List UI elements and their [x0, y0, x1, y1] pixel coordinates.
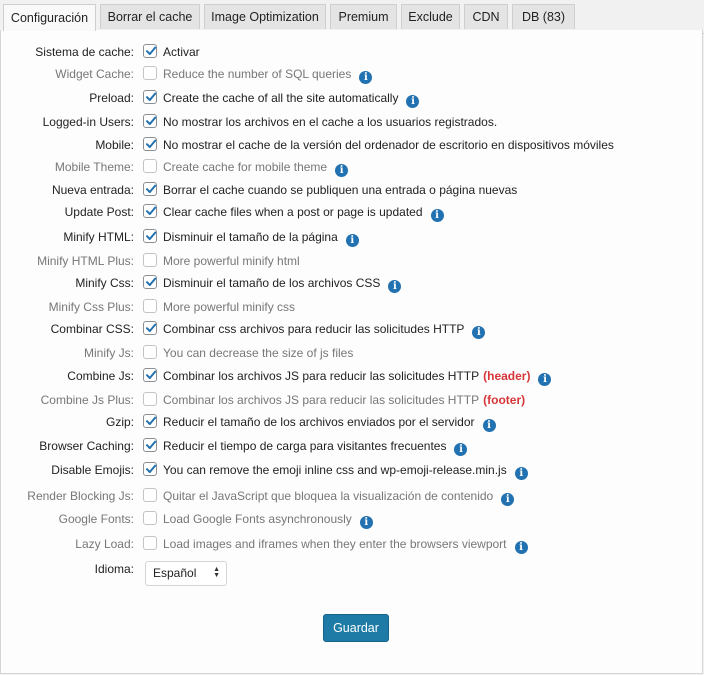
setting-row: [0, 134, 704, 156]
info-icon[interactable]: i: [472, 326, 485, 339]
tab-exclude[interactable]: [401, 4, 460, 29]
info-icon[interactable]: i: [501, 493, 514, 506]
checkmark-icon: [145, 230, 157, 242]
tab-cdn[interactable]: [464, 4, 508, 29]
setting-checkbox[interactable]: [143, 114, 157, 128]
tab-image-optimization[interactable]: [204, 4, 326, 29]
checkmark-icon: [145, 415, 157, 427]
checkmark-icon: [145, 276, 157, 288]
setting-label: Minify HTML Plus:: [37, 254, 134, 268]
setting-description: [163, 250, 300, 272]
setting-checkbox[interactable]: [143, 182, 157, 196]
setting-checkbox[interactable]: [143, 536, 157, 550]
checkmark-icon: [145, 115, 157, 127]
setting-description: [163, 435, 467, 457]
setting-description-text: Disminuir el tamaño de los archivos CSS: [163, 276, 381, 290]
setting-checkbox[interactable]: [143, 368, 157, 382]
checkmark-icon: [145, 45, 157, 57]
tab-configuracion[interactable]: [3, 4, 96, 31]
setting-checkbox[interactable]: [143, 511, 157, 525]
setting-checkbox[interactable]: [143, 462, 157, 476]
tab-db[interactable]: [512, 4, 575, 29]
setting-row: [0, 226, 704, 248]
setting-description-text: Disminuir el tamaño de la página: [163, 230, 338, 244]
info-icon[interactable]: i: [335, 164, 348, 177]
setting-label: Google Fonts:: [58, 512, 134, 526]
setting-description: [163, 156, 348, 178]
setting-checkbox[interactable]: [143, 90, 157, 104]
setting-label: Lazy Load:: [75, 537, 134, 551]
setting-description: [163, 508, 373, 530]
setting-checkbox[interactable]: [143, 253, 157, 267]
language-value: Español: [153, 566, 197, 580]
setting-checkbox[interactable]: [143, 66, 157, 80]
setting-row: [0, 435, 704, 457]
setting-tag: (header): [483, 369, 531, 383]
setting-description-text: Reduce the number of SQL queries: [163, 67, 352, 81]
setting-checkbox[interactable]: [143, 414, 157, 428]
setting-description: [163, 201, 444, 223]
tab-label: Configuración: [10, 11, 89, 25]
setting-description: [163, 63, 372, 85]
setting-description: [163, 179, 517, 201]
setting-checkbox[interactable]: [143, 137, 157, 151]
setting-label: Minify Css:: [75, 276, 134, 290]
setting-row: [0, 533, 704, 555]
setting-description: [163, 318, 485, 340]
setting-checkbox[interactable]: [143, 321, 157, 335]
tab-label: Borrar el cache: [107, 10, 193, 24]
setting-description: [163, 134, 614, 156]
tab-bar: [0, 4, 704, 30]
setting-description: [163, 226, 359, 248]
setting-description: [163, 87, 419, 109]
setting-row: [0, 342, 704, 364]
info-icon[interactable]: i: [515, 467, 528, 480]
setting-row: [0, 87, 704, 109]
setting-checkbox[interactable]: [143, 392, 157, 406]
setting-description-text: Borrar el cache cuando se publiquen una entrada o página nuevas: [163, 183, 518, 197]
setting-label: Render Blocking Js:: [27, 489, 134, 503]
setting-description: [163, 459, 528, 481]
setting-label: Minify Js:: [83, 346, 134, 360]
setting-row: [0, 201, 704, 223]
setting-checkbox[interactable]: [143, 229, 157, 243]
setting-row: [0, 250, 704, 272]
setting-label: Minify HTML:: [63, 230, 134, 244]
checkmark-icon: [145, 439, 157, 451]
checkmark-icon: [145, 322, 157, 334]
info-icon[interactable]: i: [538, 373, 551, 386]
setting-description-text: Activar: [163, 45, 200, 59]
setting-row: [0, 318, 704, 340]
setting-description-text: Create the cache of all the site automatically: [163, 91, 399, 105]
checkmark-icon: [145, 91, 157, 103]
setting-checkbox[interactable]: [143, 345, 157, 359]
setting-label: Mobile Theme:: [54, 160, 134, 174]
setting-row: [0, 272, 704, 294]
setting-checkbox[interactable]: [143, 488, 157, 502]
setting-description: [163, 272, 401, 294]
setting-label: Update Post:: [64, 205, 134, 219]
setting-label: Combinar CSS:: [50, 322, 134, 336]
setting-checkbox[interactable]: [143, 275, 157, 289]
setting-description-text: More powerful minify css: [163, 300, 296, 314]
setting-label: Gzip:: [105, 415, 134, 429]
info-icon[interactable]: i: [431, 209, 444, 222]
setting-description: [163, 365, 551, 387]
setting-description-text: Quitar el JavaScript que bloquea la visualización de contenido: [163, 489, 494, 503]
info-icon[interactable]: i: [360, 516, 373, 529]
setting-description-text: Reducir el tiempo de carga para visitantes frecuentes: [163, 439, 447, 453]
setting-label: Browser Caching:: [39, 439, 134, 453]
info-icon[interactable]: i: [346, 234, 359, 247]
setting-row: [0, 365, 704, 387]
setting-description: [163, 41, 200, 63]
setting-label: Logged-in Users:: [42, 115, 134, 129]
tab-premium[interactable]: [330, 4, 397, 29]
select-arrows-icon: ▲ ▼: [213, 566, 220, 579]
setting-description: [163, 533, 528, 555]
setting-label: Minify Css Plus:: [48, 300, 134, 314]
setting-row: [0, 179, 704, 201]
tab-label: DB (83): [521, 10, 566, 24]
setting-label: Preload:: [89, 91, 134, 105]
info-icon[interactable]: i: [406, 95, 419, 108]
checkmark-icon: [145, 205, 157, 217]
setting-description-text: More powerful minify html: [163, 254, 300, 268]
tab-label: CDN: [472, 10, 500, 24]
info-icon[interactable]: i: [359, 71, 372, 84]
setting-label: Widget Cache:: [55, 67, 134, 81]
info-icon[interactable]: i: [454, 443, 467, 456]
setting-description-text: No mostrar los archivos en el cache a los usuarios registrados.: [163, 115, 498, 129]
setting-description: [163, 296, 295, 318]
setting-label: Combine Js:: [67, 369, 134, 383]
tab-label: Image Optimization: [211, 10, 319, 24]
info-icon[interactable]: i: [388, 280, 401, 293]
tab-label: Exclude: [408, 10, 453, 24]
setting-row: [0, 411, 704, 433]
setting-row: [0, 389, 704, 411]
setting-label: Mobile:: [95, 138, 134, 152]
setting-description: [163, 485, 514, 507]
save-button[interactable]: Guardar: [323, 614, 389, 642]
setting-label: Combine Js Plus:: [40, 393, 134, 407]
language-select[interactable]: [145, 561, 227, 586]
setting-description-text: Combinar los archivos JS para reducir las solicitudes HTTP: [163, 393, 480, 407]
setting-checkbox[interactable]: [143, 299, 157, 313]
setting-description-text: Load images and iframes when they enter the browsers viewport: [163, 537, 507, 551]
setting-description: [163, 389, 525, 411]
setting-label: Nueva entrada:: [51, 183, 134, 197]
setting-checkbox[interactable]: [143, 159, 157, 173]
setting-description-text: Combinar los archivos JS para reducir las solicitudes HTTP: [163, 369, 480, 383]
language-label: Idioma:: [94, 562, 134, 576]
checkmark-icon: [145, 183, 157, 195]
setting-description: [163, 342, 353, 364]
checkmark-icon: [145, 369, 157, 381]
setting-row: [0, 156, 704, 178]
setting-label: Sistema de cache:: [35, 45, 134, 59]
info-icon[interactable]: i: [515, 541, 528, 554]
setting-row: [0, 41, 704, 63]
setting-row: [0, 508, 704, 530]
setting-checkbox[interactable]: [143, 438, 157, 452]
setting-description: [163, 411, 496, 433]
setting-description: [163, 111, 497, 133]
setting-description-text: Load Google Fonts asynchronously: [163, 512, 352, 526]
setting-row: [0, 459, 704, 481]
setting-description-text: Combinar css archivos para reducir las solicitudes HTTP: [163, 322, 465, 336]
setting-label: Disable Emojis:: [51, 463, 134, 477]
tab-label: Premium: [338, 10, 389, 24]
setting-description-text: Reducir el tamaño de los archivos enviados por el servidor: [163, 415, 475, 429]
setting-row: [0, 111, 704, 133]
setting-description-text: No mostrar el cache de la versión del ordenador de escritorio en dispositivos móviles: [163, 138, 614, 152]
setting-description-text: Create cache for mobile theme: [163, 160, 328, 174]
checkmark-icon: [145, 138, 157, 150]
setting-tag: (footer): [483, 393, 526, 407]
checkmark-icon: [145, 463, 157, 475]
setting-checkbox[interactable]: [143, 204, 157, 218]
setting-description-text: Clear cache files when a post or page is updated: [163, 205, 423, 219]
setting-description-text: You can decrease the size of js files: [163, 346, 354, 360]
setting-row: [0, 296, 704, 318]
setting-description-text: You can remove the emoji inline css and wp-emoji-release.min.js: [163, 463, 507, 477]
tab-borrar-el-cache[interactable]: [100, 4, 200, 29]
setting-row: [0, 485, 704, 507]
setting-row: [0, 63, 704, 85]
setting-checkbox[interactable]: [143, 44, 157, 58]
info-icon[interactable]: i: [483, 419, 496, 432]
